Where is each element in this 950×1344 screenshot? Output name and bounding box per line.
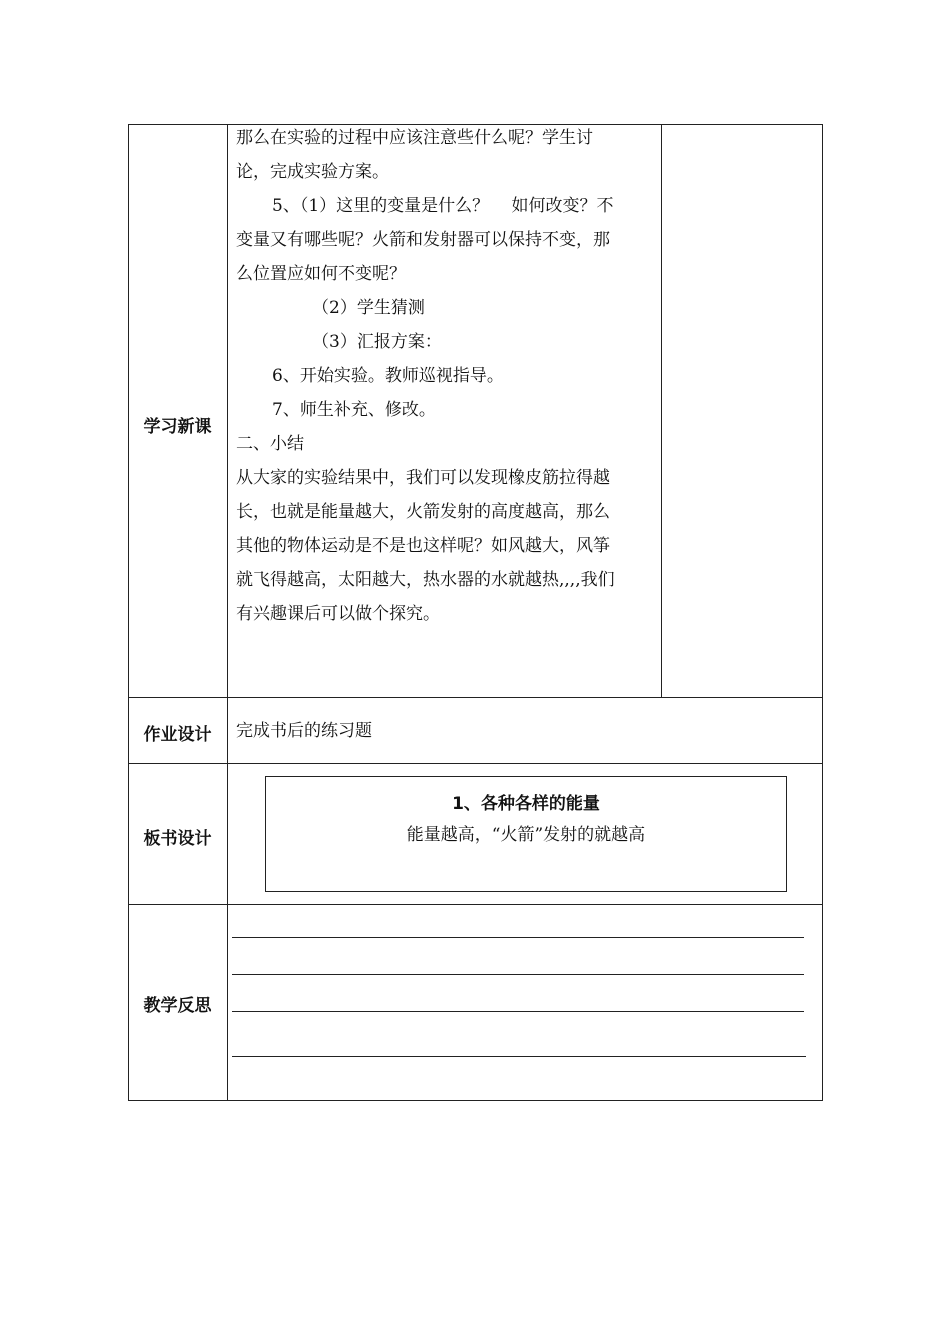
reflection-writing-line [232,937,804,938]
reflection-writing-line [232,1056,806,1057]
lesson-line: 6、开始实验。教师巡视指导。 [272,366,504,386]
notes-column-divider [661,124,662,698]
reflection-writing-line [232,974,804,975]
lesson-line: （3）汇报方案： [312,332,442,352]
reflection-row-label: 教学反思 [143,996,212,1016]
lesson-row-label: 学习新课 [143,417,212,437]
lesson-line: 长，也就是能量越大，火箭发射的高度越高，那么 [236,502,610,522]
lesson-line: （2）学生猜测 [312,298,425,318]
table-left-border [128,124,129,1101]
lesson-line: 二、小结 [236,434,304,454]
lesson-line: 么位置应如何不变呢？ [236,264,406,284]
row-divider [128,697,823,698]
table-bottom-border [128,1100,823,1101]
table-right-border [822,124,823,1101]
board-row-label: 板书设计 [143,829,212,849]
board-line: 能量越高，“火箭”发射的就越高 [406,825,646,845]
lesson-line: 就飞得越高，太阳越大，热水器的水就越热,,,,我们 [236,570,615,590]
row-divider [128,763,823,764]
lesson-line: 从大家的实验结果中，我们可以发现橡皮筋拉得越 [236,468,610,488]
lesson-line: 有兴趣课后可以做个探究。 [236,604,440,624]
board-title: 1、各种各样的能量 [452,794,600,814]
lesson-line: 5、（1）这里的变量是什么？ 如何改变？不 [272,196,614,216]
lesson-line: 那么在实验的过程中应该注意些什么呢？学生讨 [236,128,593,148]
row-divider [128,904,823,905]
lesson-line: 变量又有哪些呢？火箭和发射器可以保持不变，那 [236,230,610,250]
reflection-writing-line [232,1011,804,1012]
board-design-box [265,776,787,892]
label-column-divider [227,124,228,1101]
lesson-line: 7、师生补充、修改。 [272,400,436,420]
homework-text: 完成书后的练习题 [236,721,372,741]
lesson-line: 论，完成实验方案。 [236,162,389,182]
lesson-content [236,121,656,631]
lesson-line: 其他的物体运动是不是也这样呢？如风越大，风筝 [236,536,610,556]
homework-row-label: 作业设计 [143,725,212,745]
